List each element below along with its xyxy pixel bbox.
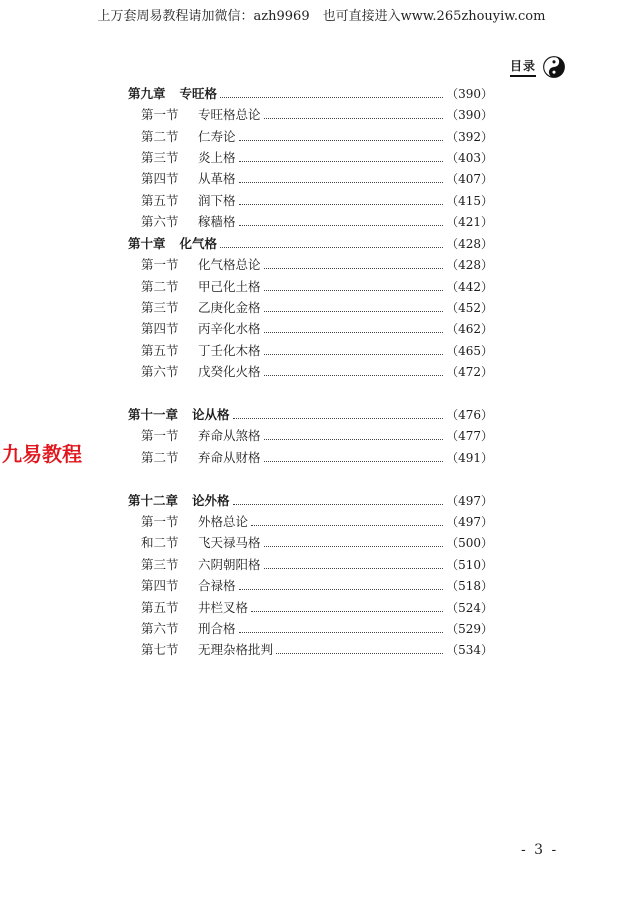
dot-leader (233, 418, 444, 419)
toc-entry-number: 第六节 (141, 364, 179, 379)
toc-entry-page: （390） (446, 87, 493, 101)
dot-leader (239, 161, 444, 162)
dot-leader (239, 204, 444, 205)
toc-entry-page: （392） (446, 130, 493, 144)
toc-entry-number: 第一节 (141, 107, 179, 122)
dot-leader (264, 546, 444, 547)
toc-entry-title: 井栏叉格 (198, 600, 249, 615)
toc-entry-title: 戊癸化火格 (198, 364, 261, 379)
dot-leader (264, 354, 444, 355)
dot-leader (239, 225, 444, 226)
toc-section-row (141, 449, 493, 467)
toc-chapter-row (128, 85, 493, 103)
toc-entry-page: （472） (446, 365, 493, 379)
toc-entry-title: 丙辛化水格 (198, 321, 261, 336)
dot-leader (233, 504, 444, 505)
toc-chapter-row (128, 235, 493, 253)
toc-section-row (141, 363, 493, 381)
toc-section-row (141, 213, 493, 231)
toc-entry-title: 外格总论 (198, 514, 249, 529)
toc-entry-title: 乙庚化金格 (198, 300, 261, 315)
toc-entry-number: 第六节 (141, 621, 179, 636)
toc-entry-page: （421） (446, 215, 493, 229)
toc-entry-number: 第十章 (128, 236, 166, 251)
toc-section-row (141, 599, 493, 617)
dot-leader (264, 118, 444, 119)
toc-entry-page: （403） (446, 151, 493, 165)
dot-leader (220, 247, 443, 248)
toc-entry-title: 化气格 (179, 236, 218, 251)
toc-section-row (141, 128, 493, 146)
dot-leader (251, 611, 443, 612)
toc-section-row (141, 427, 493, 445)
section-header (510, 54, 565, 80)
toc-entry-number: 第九章 (128, 86, 166, 101)
toc-entry-page: （497） (446, 515, 493, 529)
toc-entry-title: 润下格 (198, 193, 236, 208)
toc-entry-title: 无理杂格批判 (198, 642, 274, 657)
dot-leader (264, 268, 444, 269)
toc-section-row (141, 577, 493, 595)
toc-entry-page: （518） (446, 579, 493, 593)
page-number: - 3 - (521, 842, 559, 858)
toc-entry-title: 弃命从财格 (198, 450, 261, 465)
toc-entry-number: 第五节 (141, 193, 179, 208)
toc-entry-title: 专旺格总论 (198, 107, 261, 122)
toc-section-row (141, 256, 493, 274)
toc-entry-title: 化气格总论 (198, 257, 261, 272)
toc-entry-number: 第十二章 (128, 493, 179, 508)
toc-entry-page: （462） (446, 322, 493, 336)
toc-section-row (141, 170, 493, 188)
toc-entry-title: 合禄格 (198, 578, 236, 593)
toc-entry-page: （477） (446, 429, 493, 443)
header-label: 目录 (510, 57, 536, 77)
toc-entry-title: 论外格 (192, 493, 230, 508)
toc-entry-page: （529） (446, 622, 493, 636)
toc-section-row (141, 106, 493, 124)
toc-entry-page: （428） (446, 258, 493, 272)
yin-yang-icon (543, 56, 565, 78)
toc-section-row (141, 299, 493, 317)
toc-entry-number: 第四节 (141, 578, 179, 593)
dot-leader (251, 525, 443, 526)
toc-section-row (141, 513, 493, 531)
toc-section-row (141, 534, 493, 552)
toc-entry-page: （524） (446, 601, 493, 615)
toc-entry-number: 和二节 (141, 535, 179, 550)
toc-entry-page: （534） (446, 643, 493, 657)
toc-section-row (141, 192, 493, 210)
toc-entry-number: 第三节 (141, 150, 179, 165)
toc-entry-page: （510） (446, 558, 493, 572)
toc-entry-number: 第十一章 (128, 407, 179, 422)
toc-entry-page: （465） (446, 344, 493, 358)
toc-entry-title: 飞天禄马格 (198, 535, 261, 550)
toc-entry-number: 第四节 (141, 171, 179, 186)
dot-leader (239, 589, 444, 590)
dot-leader (264, 332, 444, 333)
toc-entry-number: 第六节 (141, 214, 179, 229)
toc-entry-title: 六阴朝阳格 (198, 557, 261, 572)
toc-entry-title: 刑合格 (198, 621, 236, 636)
dot-leader (220, 97, 443, 98)
toc-entry-number: 第一节 (141, 428, 179, 443)
toc-entry-number: 第二节 (141, 129, 179, 144)
toc-section-row (141, 556, 493, 574)
toc-entry-number: 第一节 (141, 514, 179, 529)
toc-entry-number: 第四节 (141, 321, 179, 336)
dot-leader (264, 311, 444, 312)
dot-leader (239, 182, 444, 183)
toc-entry-title: 专旺格 (179, 86, 218, 101)
toc-section-row (141, 149, 493, 167)
toc-entry-page: （491） (446, 451, 493, 465)
top-banner: 上万套周易教程请加微信：azh9969 也可直接进入www.265zhouyiw.com (97, 9, 546, 24)
toc-entry-page: （390） (446, 108, 493, 122)
toc-entry-number: 第一节 (141, 257, 179, 272)
toc-section-row (141, 342, 493, 360)
toc-entry-number: 第三节 (141, 300, 179, 315)
toc-section-row (141, 320, 493, 338)
toc-entry-title: 从革格 (198, 171, 236, 186)
toc-entry-title: 丁壬化木格 (198, 343, 261, 358)
toc-entry-number: 第二节 (141, 279, 179, 294)
toc-entry-number: 第三节 (141, 557, 179, 572)
dot-leader (264, 461, 444, 462)
toc-chapter-row (128, 406, 493, 424)
toc-entry-title: 论从格 (192, 407, 230, 422)
toc-entry-title: 弃命从煞格 (198, 428, 261, 443)
toc-entry-number: 第五节 (141, 600, 179, 615)
dot-leader (264, 375, 444, 376)
toc-entry-number: 第二节 (141, 450, 179, 465)
dot-leader (276, 653, 443, 654)
toc-entry-title: 仁寿论 (198, 129, 236, 144)
toc-entry-page: （452） (446, 301, 493, 315)
toc-section-row (141, 620, 493, 638)
toc-entry-page: （476） (446, 408, 493, 422)
toc-entry-number: 第五节 (141, 343, 179, 358)
toc-entry-title: 稼穑格 (198, 214, 236, 229)
toc-entry-number: 第七节 (141, 642, 179, 657)
toc-section-row (141, 641, 493, 659)
toc-entry-page: （415） (446, 194, 493, 208)
toc-entry-page: （428） (446, 237, 493, 251)
dot-leader (239, 632, 444, 633)
toc-entry-page: （442） (446, 280, 493, 294)
dot-leader (239, 140, 444, 141)
dot-leader (264, 439, 444, 440)
dot-leader (264, 568, 444, 569)
watermark-text: 九易教程 (2, 442, 82, 466)
dot-leader (264, 290, 444, 291)
toc-entry-page: （500） (446, 536, 493, 550)
toc-entry-page: （407） (446, 172, 493, 186)
toc-entry-title: 甲己化土格 (198, 279, 261, 294)
toc-chapter-row (128, 492, 493, 510)
toc-entry-title: 炎上格 (198, 150, 236, 165)
toc-section-row (141, 278, 493, 296)
toc-entry-page: （497） (446, 494, 493, 508)
